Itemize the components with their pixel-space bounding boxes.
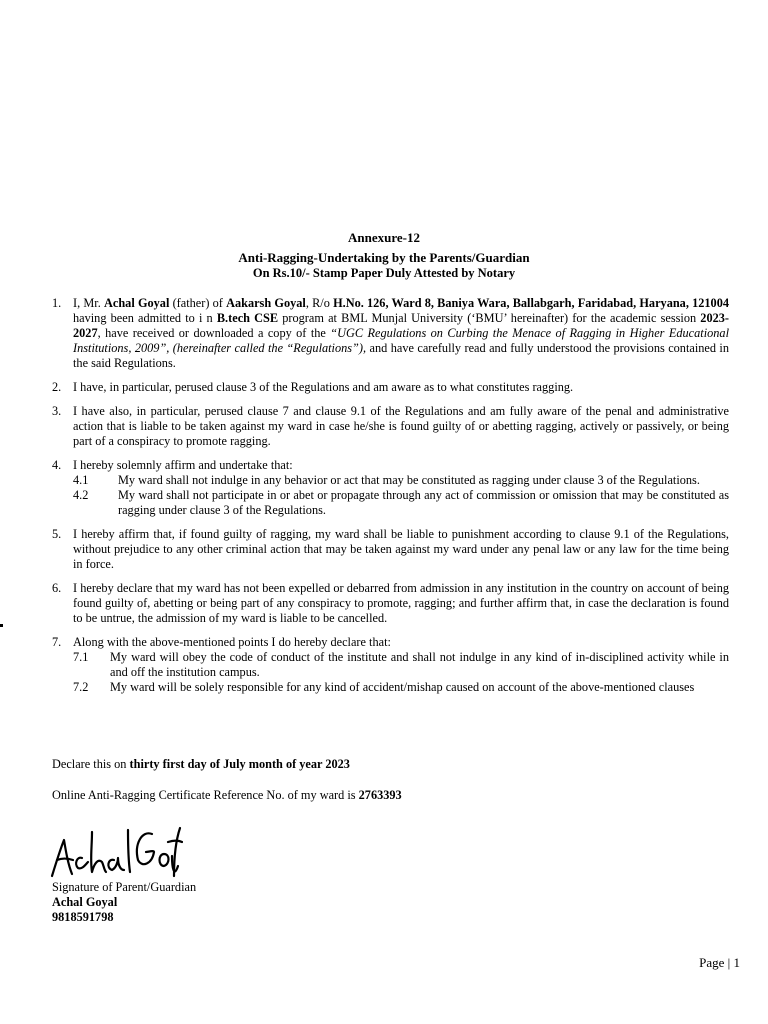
sub-item-number: 4.2 (73, 488, 89, 502)
sub-item-number: 4.1 (73, 473, 89, 487)
sub-item-7-1 (73, 650, 729, 680)
signature-label: Signature of Parent/Guardian (52, 880, 197, 894)
declaration-date: thirty first day of July month of year 2023 (129, 757, 350, 771)
document-title: Anti-Ragging-Undertaking by the Parents/Guardian (238, 250, 530, 265)
declaration-prefix: Declare this on (52, 757, 130, 771)
certificate-line (52, 788, 402, 803)
annexure-heading: Annexure-12 (348, 230, 420, 245)
item-number: 5. (52, 527, 62, 541)
sub-item-4-2 (73, 488, 729, 518)
program: B.tech CSE (216, 311, 279, 325)
scan-mark (0, 624, 3, 627)
handwritten-signature (48, 818, 183, 882)
list-item-6 (52, 581, 729, 626)
item-number: 4. (52, 458, 62, 472)
sub-item-number: 7.1 (73, 650, 89, 664)
list-item-7 (52, 635, 729, 695)
list-item-2 (52, 380, 729, 395)
page-number: Page | 1 (699, 955, 740, 970)
item-number: 3. (52, 404, 62, 418)
certificate-prefix: Online Anti-Ragging Certificate Reference No. of my ward is (52, 788, 359, 802)
sub-item-text: My ward shall not participate in or abet or propagate through any act of commission or omission that may be constituted as ragging under clause 3 of the Regulations. (118, 488, 729, 517)
certificate-number: 2763393 (358, 788, 402, 802)
list-item-5 (52, 527, 729, 572)
item-number: 1. (52, 296, 62, 310)
sub-item-text: My ward will obey the code of conduct of the institute and shall not indulge in any kind of in-disciplined activity while in and off the institution campus. (110, 650, 729, 679)
sub-item-number: 7.2 (73, 680, 89, 694)
item-text: I, Mr. (73, 296, 104, 310)
sub-item-text: My ward shall not indulge in any behavior or act that may be constituted as ragging under clause 3 of the Regulations. (118, 473, 700, 487)
sub-item-4-1 (73, 473, 729, 488)
item-text: and have carefully read and fully understood the provisions contained in the said Regulations. (73, 341, 729, 370)
undertaking-list (52, 296, 729, 704)
ward-name: Aakarsh Goyal (226, 296, 306, 310)
address: H.No. 126, Ward 8, Baniya Wara, Ballabgarh, Faridabad, Haryana, 121004 (333, 296, 729, 310)
list-item-3 (52, 404, 729, 449)
academic-session: 2023-2027 (73, 311, 729, 340)
regulations-title: “UGC Regulations on Curbing the Menace of Ragging in Higher Educational Institutions, 2009”, (hereinafter called the “Regulations”), (73, 326, 729, 355)
signature-block (52, 880, 196, 925)
item-text: I hereby declare that my ward has not been expelled or debarred from admission in any institution in the country on account of being found guilty of, abetting or being part of any conspiracy to promote, ragging; and further affirm that, in case the declaration is found to be untrue, the admission of my ward is liable to be cancelled. (73, 581, 729, 625)
list-item-1 (52, 296, 729, 371)
item-number: 6. (52, 581, 62, 595)
item-text: I have, in particular, perused clause 3 of the Regulations and am aware as to what constitutes ragging. (73, 380, 574, 394)
item-number: 7. (52, 635, 62, 649)
item-text: (father) of (169, 296, 227, 310)
item-text: , have received or downloaded a copy of the (97, 326, 331, 340)
item-text: I hereby solemnly affirm and undertake that: (73, 458, 293, 472)
sub-item-7-2 (73, 680, 729, 695)
item-text: I hereby affirm that, if found guilty of ragging, my ward shall be liable to punishment according to clause 9.1 of the Regulations, without prejudice to any other criminal action that may be taken against my ward under any penal law or any law for the time being in force. (73, 527, 729, 571)
declaration-line (52, 757, 350, 772)
item-text: I have also, in particular, perused clause 7 and clause 9.1 of the Regulations and am fully aware of the penal and administrative action that is liable to be taken against my ward in case he/she is found guilty of or abetting ragging, actively or passively, or being part of a conspiracy to promote ragging. (73, 404, 729, 448)
item-number: 2. (52, 380, 62, 394)
list-item-4 (52, 458, 729, 518)
document-subtitle: On Rs.10/- Stamp Paper Duly Attested by Notary (252, 266, 516, 280)
parent-name: Achal Goyal (104, 296, 170, 310)
signatory-phone: 9818591798 (52, 910, 114, 924)
item-text: Along with the above-mentioned points I do hereby declare that: (73, 635, 391, 649)
sub-item-text: My ward will be solely responsible for any kind of accident/mishap caused on account of the above-mentioned clauses (110, 680, 695, 694)
item-text: program at BML Munjal University (‘BMU’ hereinafter) for the academic session (278, 311, 701, 325)
item-text: having been admitted to i n (73, 311, 217, 325)
signatory-name: Achal Goyal (52, 895, 118, 909)
item-text: , R/o (305, 296, 334, 310)
